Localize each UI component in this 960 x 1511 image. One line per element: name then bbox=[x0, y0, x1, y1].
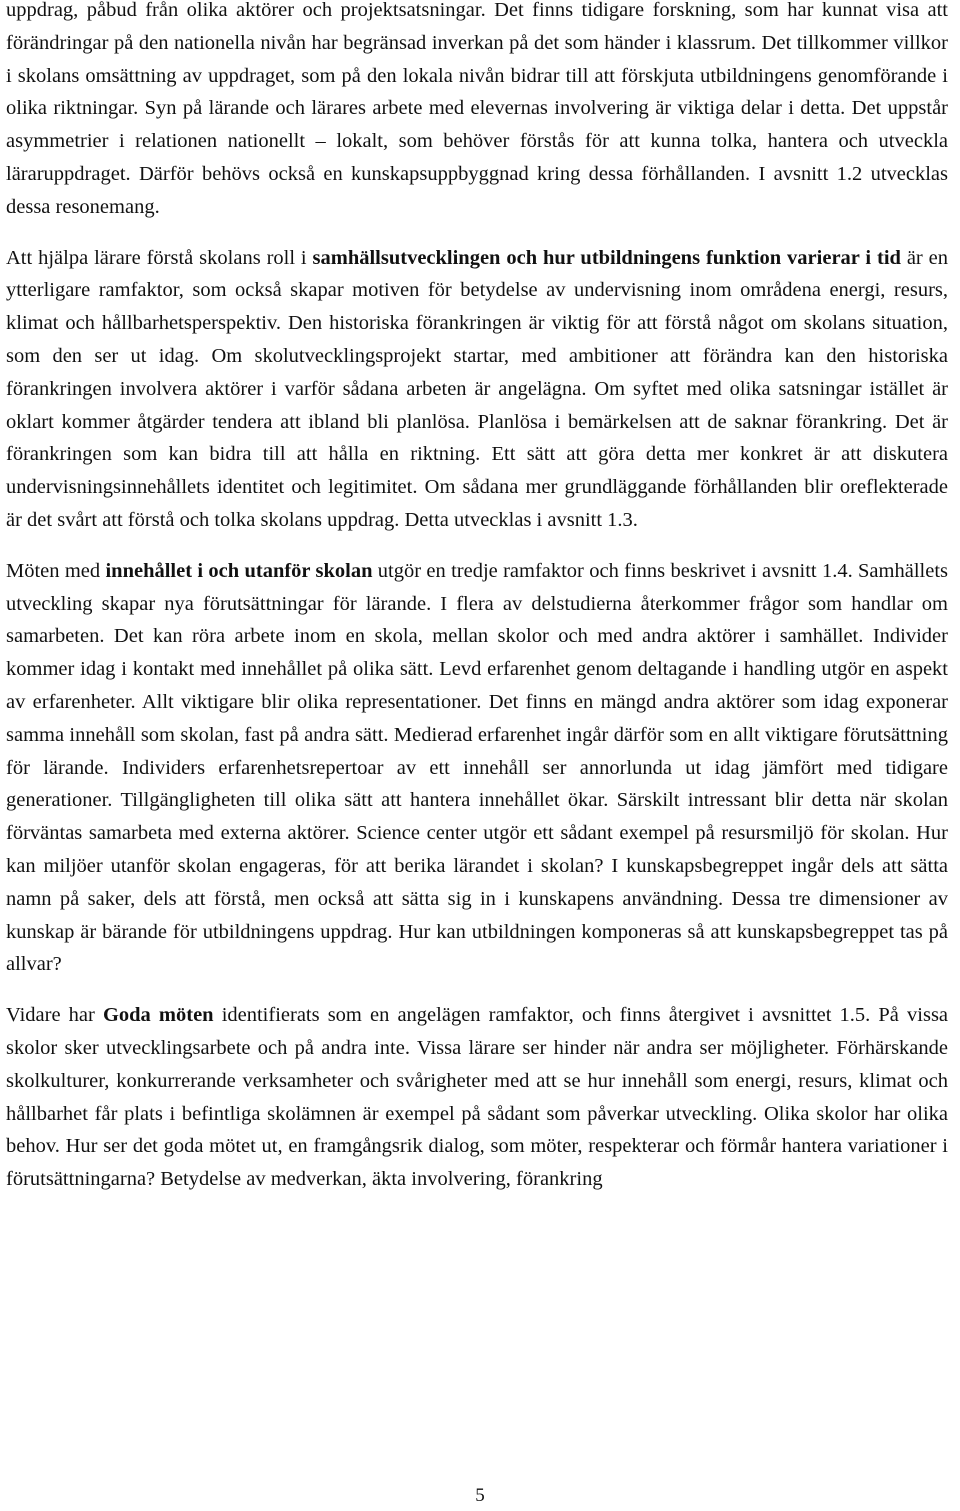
paragraph-2 bbox=[6, 242, 948, 537]
paragraph-3 bbox=[6, 555, 948, 981]
paragraph-4-bold-phrase: Goda möten bbox=[102, 1004, 214, 1027]
paragraph-4-text-b: identifierats som en angelägen ramfaktor, och finns återgivet i avsnittet 1.5. På vissa skolor sker utvecklingsarbete och på andra inte. Vissa lärare ser hinder när andra ser möjligheter. Förhärskande skolkulturer, konkurrerande verksamheter och svårigheter med att se hur innehåll som energi, resurs, klimat och hållbarhet får plats i befintliga skolämnen är exempel på sådant som påverkar utveckling. Olika skolor har olika behov. Hur ser det goda mötet ut, en framgångsrik dialog, som möter, respekterar och förmår hantera variationer i förutsättningarna? Betydelse av medverkan, äkta involvering, förankring bbox=[6, 1004, 949, 1191]
page-number: 5 bbox=[475, 1485, 485, 1506]
paragraph-1 bbox=[6, 0, 948, 224]
document-page bbox=[6, 0, 948, 1214]
paragraph-2-text-a: Att hjälpa lärare förstå skolans roll i bbox=[6, 246, 313, 269]
paragraph-2-text-b: är en ytterligare ramfaktor, som också skapar motiven för betydelse av undervisning inom områdena energi, resurs, klimat och hållbarhetsperspektiv. Den historiska förankringen är viktig för att förstå något om skolans situation, som den ser ut idag. Om skolutvecklingsprojekt startar, med ambitioner att förändra kan den historiska förankringen involvera aktörer i varför sådana arbeten är angelägna. Om syftet med olika satsningar istället är oklart kommer åtgärder tendera att ibland bli planlösa. Planlösa i bemärkelsen att de saknar förankring. Det är förankringen som kan bidra till att hålla en riktning. Ett sätt att göra detta mer konkret är att diskutera undervisningsinnehållets identitet och legitimitet. Om sådana mer grundläggande förhållanden blir oreflekterade är det svårt att förstå och tolka skolans uppdrag. Detta utvecklas i avsnitt 1.3. bbox=[6, 246, 948, 531]
paragraph-4-text-a: Vidare har bbox=[6, 1004, 103, 1027]
paragraph-3-text-a: Möten med bbox=[6, 559, 106, 582]
paragraph-3-text-b: utgör en tredje ramfaktor och finns beskrivet i avsnitt 1.4. Samhällets utveckling skapar nya förutsättningar för lärande. I flera av delstudierna återkommer frågor som handlar om samarbeten. Det kan röra arbete inom en skola, mellan skolor och med andra aktörer i samhället. Individer kommer idag i kontakt med innehållet på olika sätt. Levd erfarenhet genom deltagande i handling utgör en aspekt av erfarenheter. Allt viktigare blir olika representationer. Det finns en mängd andra aktörer som idag exponerar samma innehåll som skolan, fast på andra sätt. Medierad erfarenhet ingår därför som en allt viktigare förutsättning för lärande. Individers erfarenhetsrepertoar av ett innehåll ser annorlunda ut idag jämfört med tidigare generationer. Tillgängligheten till olika sätt att hantera innehållet ökar. Särskilt intressant blir detta när skolan förväntas samarbeta med externa aktörer. Science center utgör ett sådant exempel på resursmiljö för skolan. Hur kan miljöer utanför skolan engageras, för att berika lärandet i skolan? I kunskapsbegreppet ingår dels att sätta namn på saker, dels att förstå, men också att sätta sig in i kunskapens användning. Dessa tre dimensioner av kunskap är bärande för utbildningens uppdrag. Hur kan utbildningen komponeras så att kunskapsbegreppet tas på allvar? bbox=[6, 559, 948, 976]
paragraph-2-bold-phrase: samhällsutvecklingen och hur utbildningens funktion varierar i tid bbox=[312, 246, 901, 269]
paragraph-3-bold-phrase: innehållet i och utanför skolan bbox=[105, 559, 373, 582]
paragraph-1-text: uppdrag, påbud från olika aktörer och projektsatsningar. Det finns tidigare forskning, som har kunnat visa att förändringar på den nationella nivån har begränsad inverkan på det som händer i klassrum. Det tillkommer villkor i skolans omsättning av uppdraget, som på den lokala nivån bidrar till att förskjuta utbildningens genomförande i olika riktningar. Syn på lärande och lärares arbete med elevernas involvering är viktiga delar i detta. Det uppstår asymmetrier i relationen nationellt – lokalt, som behöver förstås för att kunna tolka, hantera och utveckla läraruppdraget. Därför behövs också en kunskapsuppbyggnad kring dessa förhållanden. I avsnitt 1.2 utvecklas dessa resonemang. bbox=[6, 0, 948, 218]
paragraph-4 bbox=[6, 999, 948, 1196]
